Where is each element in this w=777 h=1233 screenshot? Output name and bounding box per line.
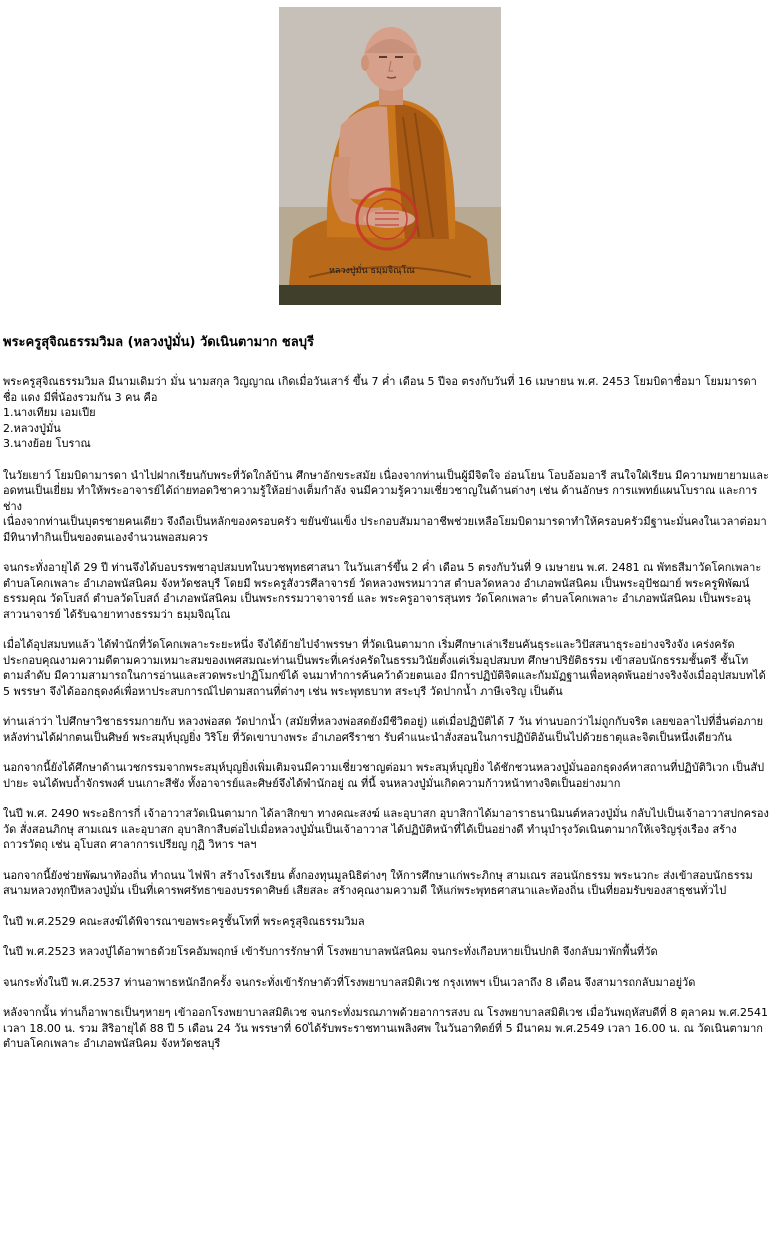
- intro-paragraph: พระครูสุจิณธรรมวิมล มีนามเดิมว่า มั่น นามสกุล วิญญาณ เกิดเมื่อวันเสาร์ ขึ้น 7 ค่ำ เดือน 5 ปีจอ ตรงกับวันที่ 16 เมษายน พ.ศ. 2453 โยมบิดาชื่อมา โยมมารดาชื่อ แดง มีพี่น้องรวมกัน 3 คน คือ: [3, 375, 757, 404]
- paragraph-illness: ในปี พ.ศ.2523 หลวงปู่ได้อาพาธด้วยโรคอัมพฤกษ์ เข้ารับการรักษาที่ โรงพยาบาลพนัสนิคม จนกระทั่งเกือบหายเป็นปกติ จึงกลับมาพักพื้นที่วัด: [3, 945, 658, 958]
- paragraph-dhammakaya: ท่านเล่าว่า ไปศึกษาวิชาธรรมกายกับ หลวงพ่อสด วัดปากน้ำ (สมัยที่หลวงพ่อสดยังมีชีวิตอยู่) แต่เมื่อปฏิบัติได้ 7 วัน ท่านบอกว่าไม่ถูกกับจริต เลยขอลาไปที่อื่นต่อภายหลังท่านได้ฝากตนเป็นศิษย์ พระสมุห์บุญยิ่ง วิริโย ที่วัดเขาบางพระ อำเภอศรีราชา รับคำแนะนำสั่งสอนในการปฏิบัติอันเป็นไปด้วยธาตุและจิตเป็นหนึ่งเดียวกัน: [3, 715, 764, 744]
- monk-photo: [279, 7, 501, 305]
- page-title: พระครูสุจิณธรรมวิมล (หลวงปู่มั่น) วัดเนินตามาก ชลบุรี: [3, 335, 314, 350]
- paragraph-childhood: ในวัยเยาว์ โยมบิดามารดา นำไปฝากเรียนกับพระที่วัดใกล้บ้าน ศึกษาอักขระสมัย เนื่องจากท่านเป็นผู้มีจิตใจ อ่อนโยน โอบอ้อมอารี สนใจใฝ่เรียน มีความพยายามและอดทนเป็นเยี่ยม ทำให้พระอาจารย์ได้ถ่ายทอดวิชาความรู้ให้อย่างเต็มกำลัง จนมีความรู้ความเชี่ยวชาญในด้านต่างๆ เช่น ด้านอักษร การแพทย์แผนโบราณ และการช่าง: [3, 468, 769, 513]
- paragraph-title-granted: ในปี พ.ศ.2529 คณะสงฆ์ได้พิจารณาขอพระครูชั้นโทที่ พระครูสุจิณธรรมวิมล: [3, 914, 365, 928]
- photo-base: [279, 285, 501, 305]
- sibling-item-3: 3.นางย้อย โบราณ: [3, 437, 91, 450]
- paragraph-medicine: นอกจากนี้ยังได้ศึกษาด้านเวชกรรมจากพระสมุห์บุญยิ่งเพิ่มเติมจนมีความเชี่ยวชาญต่อมา พระสมุห์บุญยิ่ง ได้ชักชวนหลวงปู่มั่นออกธุดงค์หาสถานที่ปฏิบัติวิเวก เป็นสัปปายะ จนได้พบถ้ำจักรพงศ์ บนเกาะสีชัง ทั้งอาจารย์และศิษย์จึงได้พำนักอยู่ ณ ที่นี้ จนหลวงปู่มั่นเกิดความก้าวหน้าทางจิตเป็นอย่างมาก: [3, 761, 765, 790]
- article-body: [3, 374, 769, 1067]
- sibling-item-1: 1.นางเทียม เอมเปีย: [3, 406, 96, 419]
- monk-portrait-illustration: [279, 7, 501, 305]
- paragraph-ordination: จนกระทั่งอายุได้ 29 ปี ท่านจึงได้บอบรรพชาอุปสมบทในบวชพุทธศาสนา ในวันเสาร์ขึ้น 2 ค่ำ เดือน 5 ตรงกับวันที่ 9 เมษายน พ.ศ. 2481 ณ พัทธสีมาวัดโคกเพลาะ ตำบลโคกเพลาะ อำเภอพนัสนิคม จังหวัดชลบุรี โดยมี พระครูสังวรศีลาจารย์ วัดหลวงพรหมาวาส ตำบลวัดหลวง อำเภอพนัสนิคม เป็นพระอุปัชฌาย์ พระครูพิพัฒน์ธรรมคุณ วัดโบสถ์ ตำบลวัดโบสถ์ อำเภอพนัสนิคม เป็นพระกรรมวาจาจารย์ และ พระครูอาจารสุนทร วัดโคกเพลาะ ตำบลโคกเพลาะ อำเภอพนัสนิคม เป็นพระอนุสาวนาจารย์ ได้รับฉายาทางธรรมว่า ธมฺมจิณฺโณ: [3, 561, 762, 621]
- paragraph-family: เนื่องจากท่านเป็นบุตรชายคนเดียว จึงถือเป็นหลักของครอบครัว ขยันขันแข็ง ประกอบสัมมาอาชีพช่วยเหลือโยมบิดามารดาทำให้ครอบครัวมีฐานะมั่นคงในเวลาต่อมา มีทินาทำกินเป็นของตนเองจำนวนพอสมควร: [3, 515, 767, 544]
- paragraph-abbot: ในปี พ.ศ. 2490 พระอธิการกี่ เจ้าอาวาสวัดเนินตามาก ได้ลาสิกขา ทางคณะสงฆ์ และอุบาสก อุบาสิกาได้มาอาราธนานิมนต์หลวงปู่มั่น กลับไปเป็นเจ้าอาวาสปกครองวัด สั่งสอนภิกษุ สามเณร และอุบาสก อุบาสิกาสืบต่อไปเมื่อหลวงปู่มั่นเป็นเจ้าอาวาส ได้ปฏิบัติหน้าที่ได้เป็นอย่างดี ทำนุบำรุงวัดเนินตามากให้เจริญรุ่งเรือง สร้างถาวรวัตถุ เช่น อุโบสถ ศาลาการเปรียญ กุฏิ วิหาร ฯลฯ: [3, 807, 769, 851]
- sibling-item-2: 2.หลวงปู่มั่น: [3, 421, 61, 435]
- photo-caption: หลวงปู่มั่น ธมฺมจิณฺโณ: [329, 266, 415, 276]
- paragraph-study: เมื่อได้อุปสมบทแล้ว ได้พำนักที่วัดโคกเพลาะระยะหนึ่ง จึงได้ย้ายไปจำพรรษา ที่วัดเนินตามาก เริ่มศึกษาเล่าเรียนคันธุระและวิปัสสนาธุระอย่างจริงจัง เคร่งครัด ประกอบคุณงามความดีตามความเหมาะสมของเพศสมณะท่านเป็นพระที่เคร่งครัดในธรรมวินัยตั้งแต่เริ่มอุปสมบท ศึกษาปริยัติธรรม เข้าสอบนักธรรมชั้นตรี ชั้นโท ตามลำดับ มีความสามารถในการอ่านและสวดพระปาฏิโมกข์ได้ จนมาทำการค้นคว้าด้วยตนเอง มีการปฏิบัติจิตและกัมมัฏฐานเพื่อหลุดพ้นอย่างจริงจังเมื่ออุปสมบทได้ 5 พรรษา จึงได้ออกธุดงค์เพื่อหาประสบการณ์ไปตามสถานที่ต่างๆ เช่น พระพุทธบาท สระบุรี วัดปากน้ำ ภาษีเจริญ เป็นต้น: [3, 638, 766, 698]
- paragraph-development: นอกจากนี้ยังช่วยพัฒนาท้องถิ่น ทำถนน ไฟฟ้า สร้างโรงเรียน ตั้งกองทุนมูลนิธิต่างๆ ให้การศึกษาแก่พระภิกษุ สามเณร สอนนักธรรม พระนวกะ ส่งเข้าสอบนักธรรมสนามหลวงทุกปีหลวงปู่มั่น เป็นที่เคารพศรัทธาของบรรดาศิษย์ เสียสละ สร้างคุณงามความดี ให้แก่พระพุทธศาสนาและท้องถิ่น เป็นที่ยอมรับของสาธุชนทั่วไป: [3, 868, 753, 897]
- paragraph-hospital: จนกระทั่งในปี พ.ศ.2537 ท่านอาพาธหนักอีกครั้ง จนกระทั่งเข้ารักษาตัวที่โรงพยาบาลสมิติเวช กรุงเทพฯ เป็นเวลาถึง 8 เดือน จึงสามารถกลับมาอยู่วัด: [3, 975, 696, 989]
- paragraph-passing: หลังจากนั้น ท่านก็อาพาธเป็นๆหายๆ เข้าออกโรงพยาบาลสมิติเวช จนกระทั่งมรณภาพด้วยอาการสงบ ณ โรงพยาบาลสมิติเวช เมื่อวันพฤหัสบดีที่ 8 ตุลาคม พ.ศ.2541 เวลา 18.00 น. รวม สิริอายุได้ 88 ปี 5 เดือน 24 วัน พรรษาที่ 60ได้รับพระราชทานเพลิงศพ ในวันอาทิตย์ที่ 5 มีนาคม พ.ศ.2549 เวลา 16.00 น. ณ วัดเนินตามาก ตำบลโคกเพลาะ อำเภอพนัสนิคม จังหวัดชลบุรี: [3, 1006, 769, 1050]
